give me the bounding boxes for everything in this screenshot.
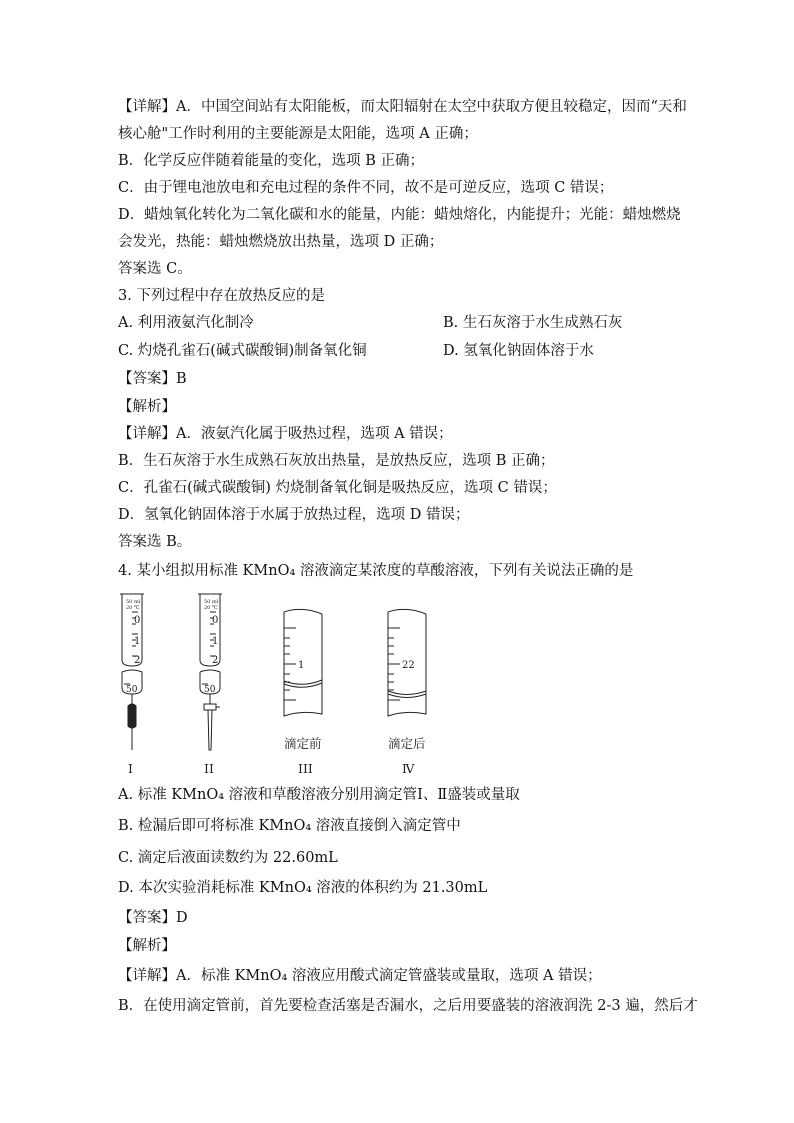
- burette-ii-temperature-label: 20 ℃: [204, 605, 218, 611]
- q3-option-c: C. 灼烧孔雀石(碱式碳酸铜)制备氧化铜: [118, 343, 367, 359]
- text-line: B．在使用滴定管前，首先要检查活塞是否漏水，之后用要盛装的溶液润洗 2-3 遍，然后才: [118, 998, 698, 1014]
- reading-before-value: 1: [298, 660, 305, 671]
- numeral-i: I: [128, 761, 133, 776]
- numeral-iii: III: [298, 761, 313, 776]
- burette-i-scale-2: 2: [134, 655, 141, 666]
- burette-ii-capacity-label: 50 ml: [204, 599, 219, 605]
- numeral-iv: Ⅳ: [402, 761, 415, 776]
- burette-ii: [198, 594, 222, 750]
- answer-label: 【答案】B: [118, 371, 187, 387]
- burette-ii-scale-0: 0: [212, 615, 219, 626]
- text-line: D．蜡烛氧化转化为二氧化碳和水的能量，内能：蜡烛熔化，内能提升；光能：蜡烛燃烧: [118, 207, 681, 223]
- burette-ii-scale-2: 2: [212, 655, 219, 666]
- text-line: 核心舱"工作时利用的主要能源是太阳能，选项 A 正确；: [118, 126, 478, 142]
- text-line: B．生石灰溶于水生成熟石灰放出热量，是放热反应，选项 B 正确；: [118, 453, 555, 469]
- q4-option-c: C. 滴定后液面读数约为 22.60mL: [118, 850, 338, 866]
- q3-option-a: A. 利用液氨汽化制冷: [118, 315, 254, 331]
- burette-i-scale-0: 0: [134, 615, 141, 626]
- burette-i-temperature-label: 20 ℃: [126, 605, 140, 611]
- numeral-ii: II: [204, 761, 214, 776]
- caption-before: 滴定前: [284, 736, 322, 751]
- q4-option-d: D. 本次实验消耗标准 KMnO₄ 溶液的体积约为 21.30mL: [118, 880, 488, 896]
- text-line: C．由于锂电池放电和充电过程的条件不同，故不是可逆反应，选项 C 错误；: [118, 180, 614, 196]
- q4-option-a: A. 标准 KMnO₄ 溶液和草酸溶液分别用滴定管Ⅰ、Ⅱ盛装或量取: [118, 787, 520, 803]
- burette-ii-50-label: 50: [204, 685, 216, 695]
- question-4-stem: 4. 某小组拟用标准 KMnO₄ 溶液滴定某浓度的草酸溶液，下列有关说法正确的是: [118, 563, 634, 579]
- text-line: 答案选 C。: [118, 261, 192, 277]
- analysis-label: 【解析】: [118, 399, 176, 415]
- q3-option-d: D. 氢氧化钠固体溶于水: [443, 343, 594, 359]
- text-line: 会发光，热能：蜡烛燃烧放出热量，选项 D 正确；: [118, 234, 444, 250]
- burette-ii-scale-1: 1: [212, 636, 219, 647]
- text-line: 【详解】A．液氨汽化属于吸热过程，选项 A 错误；: [118, 426, 453, 442]
- titration-figure: [112, 588, 442, 778]
- text-line: B．化学反应伴随着能量的变化，选项 B 正确；: [118, 153, 425, 169]
- text-line: D．氢氧化钠固体溶于水属于放热过程，选项 D 错误；: [118, 507, 470, 523]
- reading-after-value: 22: [402, 660, 415, 671]
- question-3-stem: 3. 下列过程中存在放热反应的是: [118, 288, 325, 304]
- answer-label: 【答案】D: [118, 910, 188, 926]
- burette-i-50-label: 50: [126, 685, 138, 695]
- caption-after: 滴定后: [388, 736, 426, 751]
- text-line: 【详解】A．中国空间站有太阳能板，而太阳辐射在太空中获取方便且较稳定，因而“天和: [118, 99, 687, 115]
- q3-option-b: B. 生石灰溶于水生成熟石灰: [443, 315, 623, 331]
- q4-option-b: B. 检漏后即可将标准 KMnO₄ 溶液直接倒入滴定管中: [118, 818, 461, 834]
- burette-i-scale-1: 1: [134, 636, 141, 647]
- burette-i-capacity-label: 50 ml: [126, 599, 141, 605]
- analysis-label: 【解析】: [118, 938, 176, 954]
- text-line: C．孔雀石(碱式碳酸铜) 灼烧制备氧化铜是吸热反应，选项 C 错误；: [118, 480, 557, 496]
- text-line: 【详解】A．标准 KMnO₄ 溶液应用酸式滴定管盛装或量取，选项 A 错误；: [118, 968, 602, 984]
- burette-i: [120, 594, 144, 750]
- text-line: 答案选 B。: [118, 534, 192, 550]
